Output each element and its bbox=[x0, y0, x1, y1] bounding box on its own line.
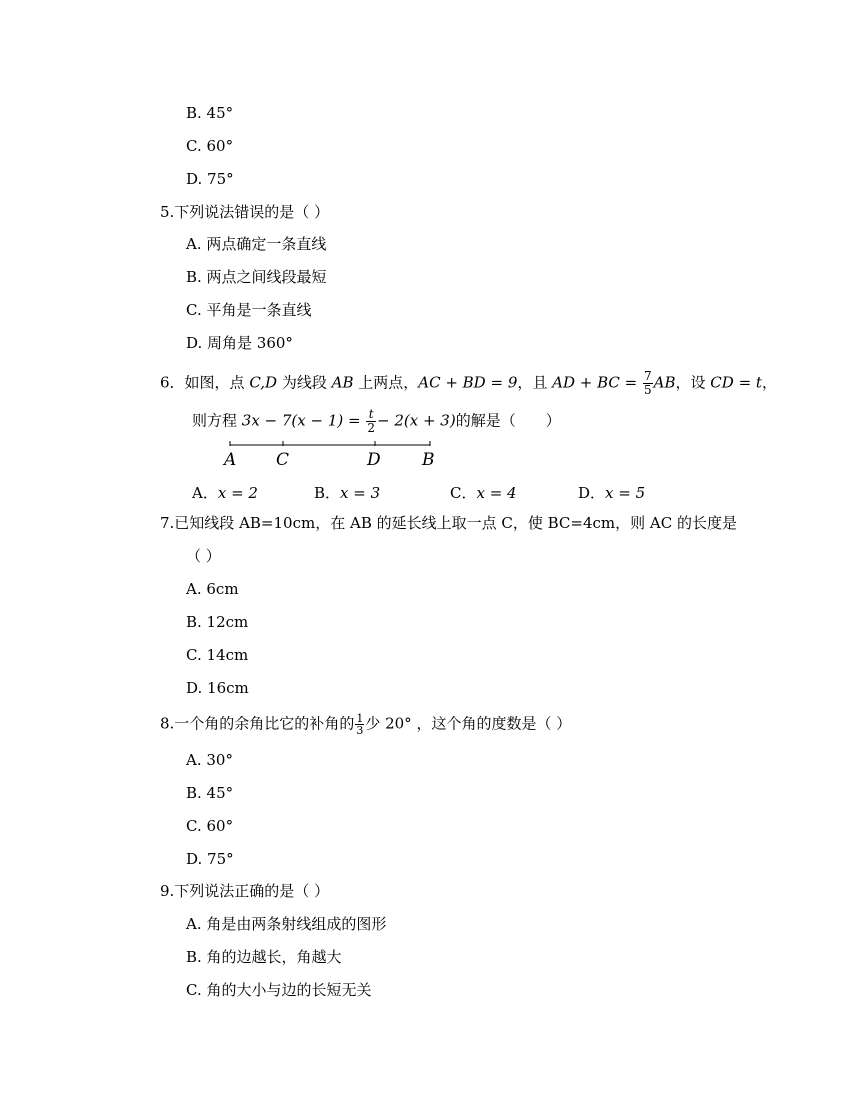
q5-option-d: D. 周角是 360° bbox=[186, 334, 293, 352]
q5-option-b: B. 两点之间线段最短 bbox=[186, 268, 327, 286]
q7-option-a: A. 6cm bbox=[186, 580, 239, 598]
q7-stem: 7.已知线段 AB=10cm，在 AB 的延长线上取一点 C，使 BC=4cm，则 AC 的长度是 bbox=[160, 514, 737, 532]
q6-option-d: D．x = 5 bbox=[578, 484, 646, 502]
q5-option-a: A. 两点确定一条直线 bbox=[186, 235, 327, 253]
q9-option-b: B. 角的边越长，角越大 bbox=[186, 948, 342, 966]
q4-option-b: B. 45° bbox=[186, 104, 234, 122]
q8-stem: 8.一个角的余角比它的补角的 $\frac{1}{3}$ 少 20° ，这个角的度数是（ ） bbox=[160, 712, 572, 737]
q6-option-a: A．x = 2 bbox=[192, 484, 258, 502]
label-d: D bbox=[367, 450, 381, 470]
label-a: A bbox=[224, 450, 237, 470]
q8-fraction-1-3: $\frac{1}{3}$ bbox=[356, 712, 364, 737]
q7-option-c: C. 14cm bbox=[186, 646, 249, 664]
q6-option-c: C．x = 4 bbox=[450, 484, 517, 502]
label-c: C bbox=[276, 450, 290, 470]
q6-fraction-t-2: $\frac{t}{2}$ bbox=[367, 407, 376, 435]
q8-option-d: D. 75° bbox=[186, 850, 234, 868]
q9-option-a: A. 角是由两条射线组成的图形 bbox=[186, 915, 387, 933]
q8-option-c: C. 60° bbox=[186, 817, 234, 835]
q7-option-d: D. 16cm bbox=[186, 679, 249, 697]
q4-option-d: D. 75° bbox=[186, 170, 234, 188]
q8-option-b: B. 45° bbox=[186, 784, 234, 802]
q6-stem-line2: 则方程 3x − 7(x − 1) = $\frac{t}{2}$ − 2(x + 3)的解是（ ） bbox=[192, 407, 561, 435]
q9-stem: 9.下列说法正确的是（ ） bbox=[160, 882, 330, 900]
q9-option-c: C. 角的大小与边的长短无关 bbox=[186, 981, 372, 999]
label-b: B bbox=[422, 450, 435, 470]
q7-option-b: B. 12cm bbox=[186, 613, 249, 631]
q4-option-c: C. 60° bbox=[186, 137, 234, 155]
q6-option-b: B．x = 3 bbox=[314, 484, 381, 502]
q7-stem-continued: （ ） bbox=[186, 547, 221, 565]
q5-option-c: C. 平角是一条直线 bbox=[186, 301, 312, 319]
q6-segment-figure bbox=[220, 436, 450, 472]
q6-stem-line1: 6．如图，点 C,D 为线段 AB 上两点，AC + BD = 9，且 AD + BC = $\frac{7}{5}$ AB，设 CD = t， bbox=[160, 369, 777, 397]
q6-fraction-7-5: $\frac{7}{5}$ bbox=[644, 369, 652, 397]
q8-option-a: A. 30° bbox=[186, 751, 233, 769]
q5-stem: 5.下列说法错误的是（ ） bbox=[160, 203, 330, 221]
